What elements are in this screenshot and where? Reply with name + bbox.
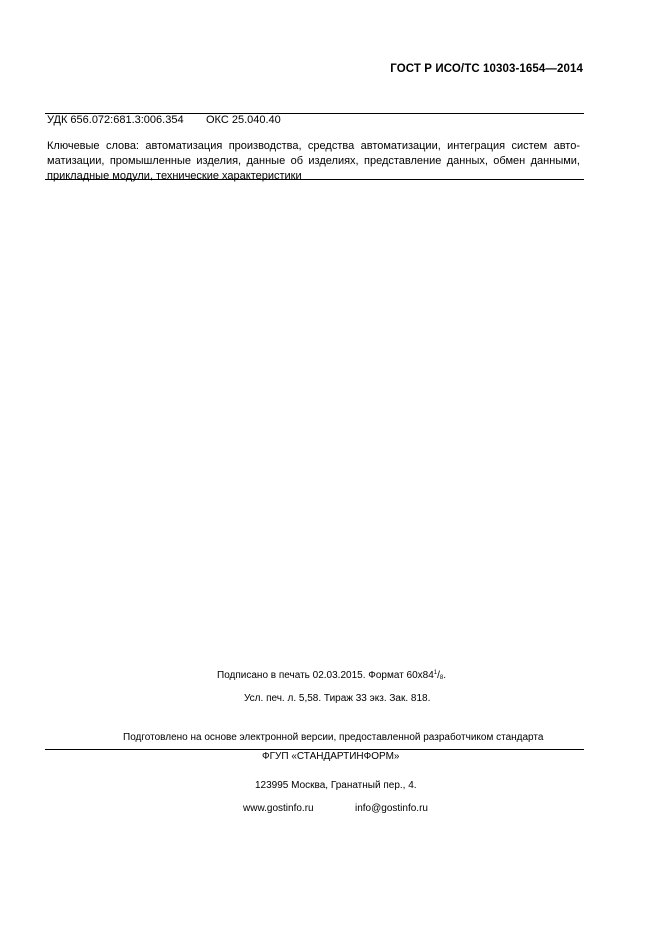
website-link[interactable]: www.gostinfo.ru bbox=[243, 803, 314, 814]
keywords-divider bbox=[45, 179, 584, 180]
format-denominator: 8 bbox=[439, 675, 444, 681]
keywords-line: матизации, промышленные изделия, данные об изделиях, представление данных, обмен данными, bbox=[47, 155, 580, 167]
email-link[interactable]: info@gostinfo.ru bbox=[355, 803, 428, 814]
signed-text: Подписано в печать 02.03.2015. Формат 60x84 bbox=[217, 670, 434, 681]
publisher-name: ФГУП «СТАНДАРТИНФОРМ» bbox=[262, 751, 400, 762]
keywords-line: прикладные модули, технические характеристики bbox=[47, 170, 302, 182]
publisher-address: 123995 Москва, Гранатный пер., 4. bbox=[255, 780, 417, 791]
footer-divider bbox=[45, 749, 584, 750]
keywords-block bbox=[47, 139, 580, 184]
oks-code: ОКС 25.040.40 bbox=[206, 114, 281, 126]
print-info: Усл. печ. л. 5,58. Тираж 33 экз. Зак. 818. bbox=[244, 693, 431, 704]
format-end: . bbox=[443, 670, 447, 681]
udk-code: УДК 656.072:681.3:006.354 bbox=[47, 114, 184, 126]
keywords-line: Ключевые слова: автоматизация производства, средства автоматизации, интеграция систем авто- bbox=[47, 140, 580, 152]
signed-to-print: Подписано в печать 02.03.2015. Формат $60x84^1/_8$. bbox=[217, 670, 447, 681]
document-designation: ГОСТ Р ИСО/ТС 10303-1654—2014 bbox=[390, 63, 583, 75]
format-numerator: 1 bbox=[433, 670, 438, 676]
prepared-note: Подготовлено на основе электронной версии, предоставленной разработчиком стандарта bbox=[123, 732, 544, 743]
